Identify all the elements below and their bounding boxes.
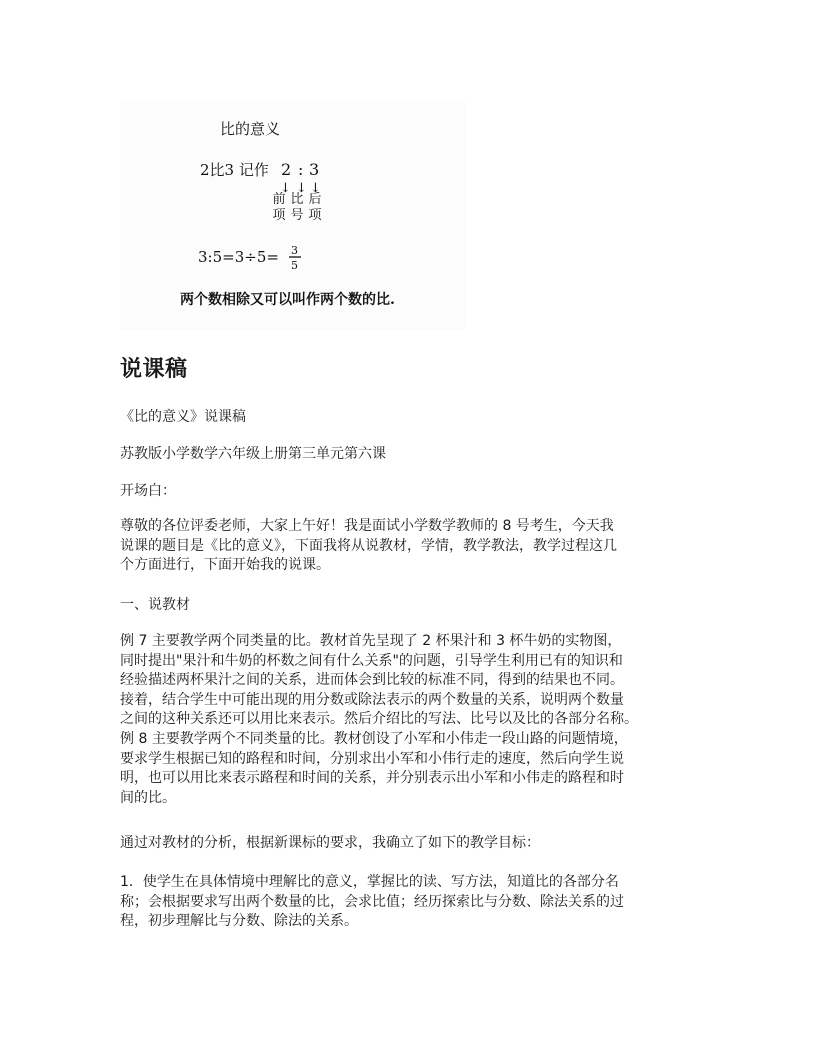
note-part-labels <box>270 192 340 232</box>
note-notation-colon: : <box>298 160 304 179</box>
paragraph-goal-1: 1．使学生在具体情境中理解比的意义，掌握比的读、写方法，知道比的各部分名 称；会根据要求写出两个数量的比，会求比值；经历探索比与分数、除法关系的过 程，初步理解比与分数、除法的关系。 <box>120 874 624 930</box>
note-notation-back: 3 <box>309 160 320 179</box>
note-equation: 3:5=3÷5= <box>198 248 279 266</box>
paragraph-lesson-title: 《比的意义》说课稿 <box>120 409 246 425</box>
note-notation-prefix: 2比3 记作 <box>200 161 269 179</box>
paragraph-greeting: 尊敬的各位评委老师，大家上午好！我是面试小学数学教师的 8 号考生，今天我 说课的题目是《比的意义》，下面我将从说教材，学情，教学教法，教学过程这几 个方面进行，下面开始我的说课。 <box>120 518 617 574</box>
paragraph-textbook-analysis: 例 7 主要教学两个同类量的比。教材首先呈现了 2 杯果汁和 3 杯牛奶的实物图， 同时提出"果汁和牛奶的杯数之间有什么关系"的问题，引导学生利用已有的知识和 经验描述两杯果汁之间的关系，进而体会到比较的标准不同，得到的结果也不同。 接着，结合学生中可能出现的用分数或除法表示的两个数量的关系，说明两个数量 之间的这种关系还可以用比来表示。然后介绍比的写法、比号以及比的各部分名称。 例 8 主要教学两个不同类量的比。教材创设了小军和小伟走一段山路的问题情境， 要求学生根据已知的路程和时间，分别求出小军和小伟行走的速度，然后向学生说 明，也可以用比来表示路程和时间的关系，并分别表示出小军和小伟走的路程和时 间的比。 <box>120 633 638 806</box>
label-back-term: 后 项 <box>308 192 322 223</box>
paragraph-textbook-info: 苏教版小学数学六年级上册第三单元第六课 <box>120 446 386 462</box>
note-notation-front: 2 <box>281 160 292 179</box>
fraction-denominator: 5 <box>291 259 298 272</box>
paragraph-section-heading: 一、说教材 <box>120 597 190 613</box>
label-front-term: 前 项 <box>272 192 286 223</box>
label-ratio-sign: 比 号 <box>290 192 304 223</box>
note-conclusion: 两个数相除又可以叫作两个数的比. <box>180 292 395 308</box>
arrow-sign-icon: ↓ <box>296 181 307 196</box>
handwritten-note-drawing <box>120 100 465 330</box>
arrow-front-icon: ↓ <box>280 181 291 196</box>
arrow-back-icon: ↓ <box>310 181 321 196</box>
fraction-numerator: 3 <box>291 244 298 257</box>
paragraph-opening-label: 开场白： <box>120 483 176 499</box>
handwritten-note-photo <box>120 100 465 330</box>
page-title: 说课稿 <box>120 357 188 382</box>
paragraph-goals-intro: 通过对教材的分析，根据新课标的要求，我确立了如下的教学目标： <box>120 835 540 851</box>
note-heading: 比的意义 <box>220 120 281 138</box>
